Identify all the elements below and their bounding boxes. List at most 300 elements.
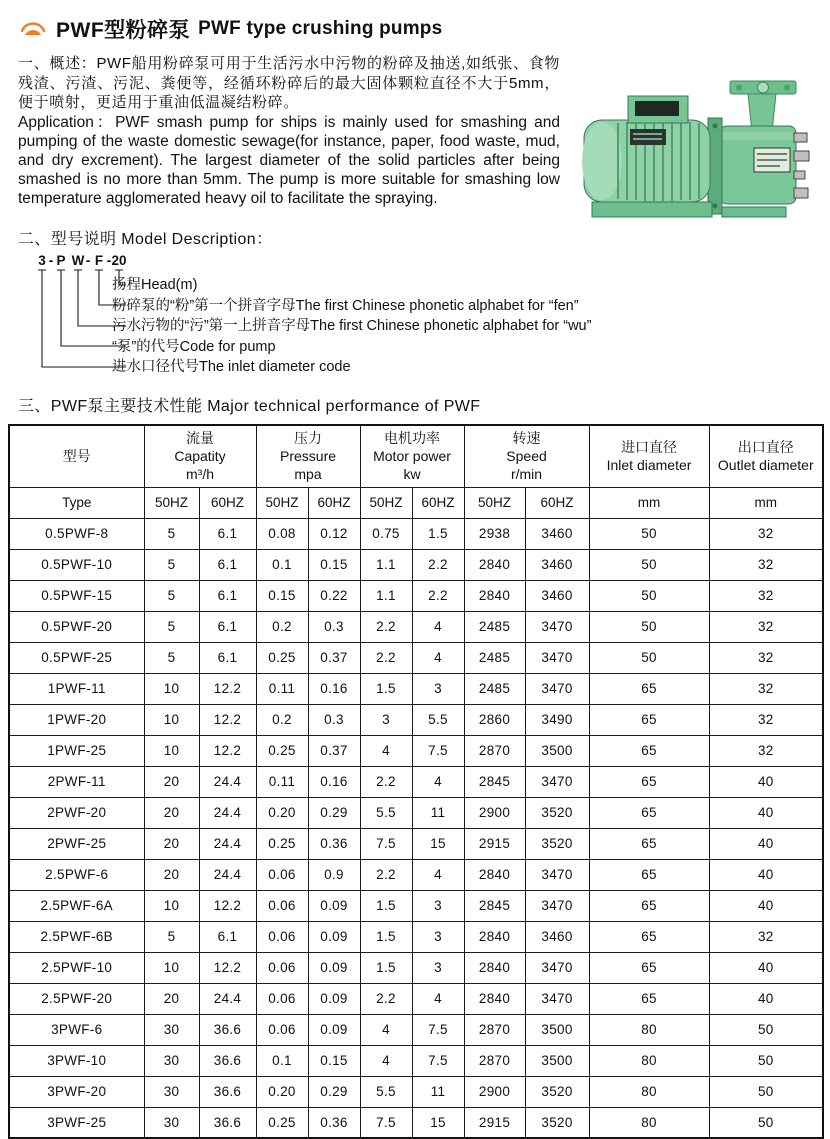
value-cell: 40 [709, 797, 823, 828]
table-row [9, 983, 823, 1014]
table-row [9, 828, 823, 859]
overview-paragraph-en: Application：PWF smash pump for ships is mainly used for smashing and pumping of the waste domestic sewage(for instance, paper, food waste, mud, and dry excrement). The largest diameter of the solid particles after being smashed is no more than 5mm. The pump is more suitable for smashing low temperature agglomerated heavy oil to facilitate the spraying. [18, 113, 560, 208]
table-row [9, 1045, 823, 1076]
value-cell: 3 [412, 921, 464, 952]
col-pressure [256, 425, 360, 487]
value-cell: 36.6 [199, 1107, 256, 1138]
capacity-label-zh: 流量 [186, 429, 214, 446]
value-cell: 65 [589, 735, 709, 766]
value-cell: 40 [709, 859, 823, 890]
value-cell: 0.22 [308, 580, 360, 611]
value-cell: 32 [709, 518, 823, 549]
value-cell: 36.6 [199, 1045, 256, 1076]
value-cell: 0.25 [256, 1107, 308, 1138]
value-cell: 65 [589, 673, 709, 704]
value-cell: 32 [709, 673, 823, 704]
value-cell: 0.2 [256, 611, 308, 642]
hz60-header: 60HZ [199, 487, 256, 518]
pressure-label-en: Pressure [280, 448, 337, 465]
pressure-unit: mpa [294, 466, 322, 483]
value-cell: 1.5 [360, 890, 412, 921]
value-cell: 7.5 [412, 1014, 464, 1045]
value-cell: 3500 [525, 1045, 589, 1076]
table-row [9, 797, 823, 828]
value-cell: 5 [144, 580, 199, 611]
value-cell: 80 [589, 1014, 709, 1045]
model-cell: 0.5PWF-25 [9, 642, 144, 673]
value-cell: 3470 [525, 859, 589, 890]
value-cell: 2.2 [412, 549, 464, 580]
value-cell: 40 [709, 766, 823, 797]
value-cell: 2840 [464, 580, 525, 611]
model-description-heading: 二、型号说明 Model Description： [18, 231, 273, 248]
power-unit: kw [403, 466, 421, 483]
value-cell: 3520 [525, 1076, 589, 1107]
value-cell: 32 [709, 921, 823, 952]
value-cell: 6.1 [199, 518, 256, 549]
value-cell: 30 [144, 1076, 199, 1107]
table-row [9, 890, 823, 921]
value-cell: 0.06 [256, 983, 308, 1014]
value-cell: 32 [709, 735, 823, 766]
value-cell: 3500 [525, 1014, 589, 1045]
col-outlet-diameter [709, 425, 823, 487]
value-cell: 40 [709, 890, 823, 921]
model-cell: 3PWF-10 [9, 1045, 144, 1076]
hz50-header: 50HZ [256, 487, 308, 518]
model-code-token: - [48, 253, 54, 268]
value-cell: 80 [589, 1045, 709, 1076]
value-cell: 0.09 [308, 921, 360, 952]
value-cell: 40 [709, 983, 823, 1014]
value-cell: 30 [144, 1045, 199, 1076]
value-cell: 7.5 [360, 828, 412, 859]
value-cell: 0.3 [308, 611, 360, 642]
value-cell: 0.37 [308, 735, 360, 766]
value-cell: 12.2 [199, 890, 256, 921]
value-cell: 3460 [525, 518, 589, 549]
value-cell: 0.20 [256, 1076, 308, 1107]
hz60-header: 60HZ [525, 487, 589, 518]
value-cell: 12.2 [199, 735, 256, 766]
value-cell: 5.5 [360, 1076, 412, 1107]
value-cell: 5 [144, 549, 199, 580]
value-cell: 65 [589, 828, 709, 859]
table-row [9, 580, 823, 611]
value-cell: 2.2 [360, 642, 412, 673]
capacity-label-en: Capatity [174, 448, 226, 465]
value-cell: 0.06 [256, 890, 308, 921]
overview-paragraph-zh: 一、概述：PWF船用粉碎泵可用于生活污水中污物的粉碎及抽送,如纸张、食物残渣、污渣、污泥、粪便等，经循环粉碎后的最大固体颗粒直径不大于5mm，便于喷射，更适用于重油低温凝结粉碎。 [18, 55, 560, 111]
value-cell: 4 [360, 735, 412, 766]
value-cell: 20 [144, 983, 199, 1014]
value-cell: 6.1 [199, 642, 256, 673]
table-row [9, 642, 823, 673]
value-cell: 0.12 [308, 518, 360, 549]
value-cell: 3520 [525, 828, 589, 859]
value-cell: 3520 [525, 797, 589, 828]
value-cell: 0.1 [256, 1045, 308, 1076]
value-cell: 20 [144, 766, 199, 797]
table-row [9, 921, 823, 952]
value-cell: 2.2 [360, 859, 412, 890]
value-cell: 1.5 [360, 673, 412, 704]
value-cell: 50 [589, 580, 709, 611]
value-cell: 24.4 [199, 797, 256, 828]
col-capacity [144, 425, 256, 487]
value-cell: 2870 [464, 735, 525, 766]
page-title-zh: PWF型粉碎泵 [56, 19, 191, 42]
value-cell: 0.15 [308, 1045, 360, 1076]
value-cell: 4 [360, 1014, 412, 1045]
value-cell: 0.09 [308, 1014, 360, 1045]
value-cell: 5 [144, 611, 199, 642]
value-cell: 10 [144, 704, 199, 735]
model-code-token: 3 [38, 253, 46, 268]
value-cell: 50 [589, 642, 709, 673]
value-cell: 3520 [525, 1107, 589, 1138]
value-cell: 20 [144, 828, 199, 859]
value-cell: 0.29 [308, 797, 360, 828]
inlet-label-en: Inlet diameter [606, 457, 692, 474]
model-cell: 2PWF-20 [9, 797, 144, 828]
model-code-label: “泵”的代号Code for pump [112, 338, 276, 355]
value-cell: 6.1 [199, 921, 256, 952]
value-cell: 3 [412, 673, 464, 704]
value-cell: 0.1 [256, 549, 308, 580]
value-cell: 2840 [464, 921, 525, 952]
value-cell: 1.5 [360, 921, 412, 952]
value-cell: 40 [709, 828, 823, 859]
value-cell: 0.06 [256, 921, 308, 952]
value-cell: 10 [144, 952, 199, 983]
table-row [9, 859, 823, 890]
value-cell: 0.36 [308, 1107, 360, 1138]
page-title-en: PWF type crushing pumps [198, 18, 443, 39]
value-cell: 2.2 [360, 611, 412, 642]
value-cell: 2.2 [360, 766, 412, 797]
value-cell: 6.1 [199, 611, 256, 642]
value-cell: 50 [709, 1014, 823, 1045]
table-row [9, 1076, 823, 1107]
value-cell: 32 [709, 549, 823, 580]
value-cell: 6.1 [199, 549, 256, 580]
model-cell: 3PWF-25 [9, 1107, 144, 1138]
model-code-token: F [94, 253, 104, 268]
col-inlet-diameter [589, 425, 709, 487]
model-cell: 2.5PWF-10 [9, 952, 144, 983]
value-cell: 80 [589, 1107, 709, 1138]
model-cell: 0.5PWF-15 [9, 580, 144, 611]
value-cell: 0.20 [256, 797, 308, 828]
value-cell: 2840 [464, 549, 525, 580]
value-cell: 0.08 [256, 518, 308, 549]
model-cell: 0.5PWF-10 [9, 549, 144, 580]
value-cell: 3470 [525, 983, 589, 1014]
value-cell: 7.5 [412, 735, 464, 766]
value-cell: 65 [589, 766, 709, 797]
value-cell: 50 [589, 549, 709, 580]
value-cell: 7.5 [412, 1045, 464, 1076]
value-cell: 2845 [464, 890, 525, 921]
value-cell: 0.2 [256, 704, 308, 735]
value-cell: 0.11 [256, 766, 308, 797]
value-cell: 36.6 [199, 1076, 256, 1107]
value-cell: 5 [144, 921, 199, 952]
table-row [9, 1107, 823, 1138]
value-cell: 0.9 [308, 859, 360, 890]
value-cell: 0.11 [256, 673, 308, 704]
value-cell: 2.2 [412, 580, 464, 611]
table-row [9, 766, 823, 797]
value-cell: 11 [412, 797, 464, 828]
table-row [9, 1014, 823, 1045]
table-row [9, 952, 823, 983]
value-cell: 11 [412, 1076, 464, 1107]
model-code-label: 进水口径代号The inlet diameter code [112, 359, 351, 376]
value-cell: 3470 [525, 890, 589, 921]
value-cell: 3 [360, 704, 412, 735]
page-header [8, 14, 822, 44]
value-cell: 3460 [525, 580, 589, 611]
hz50-header: 50HZ [464, 487, 525, 518]
value-cell: 65 [589, 921, 709, 952]
value-cell: 50 [589, 518, 709, 549]
value-cell: 3470 [525, 952, 589, 983]
model-cell: 1PWF-20 [9, 704, 144, 735]
value-cell: 0.25 [256, 642, 308, 673]
speed-label-en: Speed [506, 448, 547, 465]
value-cell: 12.2 [199, 704, 256, 735]
inlet-label-zh: 进口直径 [621, 439, 678, 456]
model-cell: 2.5PWF-6A [9, 890, 144, 921]
value-cell: 0.25 [256, 735, 308, 766]
value-cell: 80 [589, 1076, 709, 1107]
value-cell: 50 [709, 1107, 823, 1138]
pressure-label-zh: 压力 [294, 429, 323, 446]
table-row [9, 611, 823, 642]
value-cell: 5.5 [360, 797, 412, 828]
value-cell: 2870 [464, 1045, 525, 1076]
model-code-label: 粉碎泵的“粉”第一个拼音字母The first Chinese phonetic alphabet for “fen” [112, 297, 579, 314]
value-cell: 20 [144, 797, 199, 828]
table-row [9, 673, 823, 704]
table-header-units [9, 487, 823, 518]
value-cell: 2870 [464, 1014, 525, 1045]
value-cell: 2915 [464, 828, 525, 859]
hz50-header: 50HZ [360, 487, 412, 518]
value-cell: 2845 [464, 766, 525, 797]
value-cell: 0.09 [308, 890, 360, 921]
model-cell: 2.5PWF-6 [9, 859, 144, 890]
table-row [9, 549, 823, 580]
type-header: Type [9, 487, 144, 518]
hz60-header: 60HZ [308, 487, 360, 518]
value-cell: 2915 [464, 1107, 525, 1138]
value-cell: 0.06 [256, 1014, 308, 1045]
value-cell: 12.2 [199, 673, 256, 704]
value-cell: 50 [709, 1045, 823, 1076]
value-cell: 0.09 [308, 952, 360, 983]
pump-illustration [572, 76, 812, 226]
speed-unit: r/min [510, 466, 543, 483]
value-cell: 3 [412, 952, 464, 983]
value-cell: 1.5 [412, 518, 464, 549]
model-code-token: - [106, 253, 112, 268]
value-cell: 3460 [525, 549, 589, 580]
table-row [9, 735, 823, 766]
table-row [9, 704, 823, 735]
value-cell: 5 [144, 518, 199, 549]
value-cell: 2840 [464, 983, 525, 1014]
value-cell: 10 [144, 735, 199, 766]
power-label-zh: 电机功率 [384, 429, 441, 446]
value-cell: 2485 [464, 673, 525, 704]
value-cell: 5.5 [412, 704, 464, 735]
value-cell: 3460 [525, 921, 589, 952]
value-cell: 2860 [464, 704, 525, 735]
value-cell: 4 [412, 859, 464, 890]
model-code-diagram [26, 253, 822, 383]
value-cell: 0.3 [308, 704, 360, 735]
value-cell: 65 [589, 859, 709, 890]
model-code-label: 扬程Head(m) [112, 277, 198, 293]
col-speed [464, 425, 589, 487]
value-cell: 15 [412, 1107, 464, 1138]
model-cell: 3PWF-20 [9, 1076, 144, 1107]
value-cell: 24.4 [199, 859, 256, 890]
value-cell: 24.4 [199, 828, 256, 859]
performance-table [8, 424, 824, 1139]
model-cell: 2.5PWF-20 [9, 983, 144, 1014]
value-cell: 2840 [464, 859, 525, 890]
value-cell: 0.25 [256, 828, 308, 859]
value-cell: 30 [144, 1107, 199, 1138]
value-cell: 30 [144, 1014, 199, 1045]
outlet-label-zh: 出口直径 [737, 439, 794, 456]
hz60-header: 60HZ [412, 487, 464, 518]
value-cell: 0.15 [308, 549, 360, 580]
value-cell: 4 [412, 611, 464, 642]
model-code-token: P [56, 253, 66, 268]
value-cell: 20 [144, 859, 199, 890]
value-cell: 0.29 [308, 1076, 360, 1107]
value-cell: 0.06 [256, 952, 308, 983]
model-cell: 2PWF-25 [9, 828, 144, 859]
value-cell: 2900 [464, 1076, 525, 1107]
mm-header: mm [589, 487, 709, 518]
value-cell: 2900 [464, 797, 525, 828]
value-cell: 4 [360, 1045, 412, 1076]
value-cell: 2938 [464, 518, 525, 549]
value-cell: 4 [412, 642, 464, 673]
model-code-token: 20 [111, 253, 127, 268]
table-header-groups [9, 425, 823, 487]
pump-photo [570, 54, 812, 226]
value-cell: 24.4 [199, 766, 256, 797]
value-cell: 65 [589, 797, 709, 828]
value-cell: 7.5 [360, 1107, 412, 1138]
value-cell: 0.37 [308, 642, 360, 673]
value-cell: 0.15 [256, 580, 308, 611]
value-cell: 2485 [464, 642, 525, 673]
value-cell: 32 [709, 642, 823, 673]
capacity-unit: m³/h [186, 466, 214, 483]
value-cell: 0.16 [308, 766, 360, 797]
value-cell: 1.1 [360, 580, 412, 611]
value-cell: 3490 [525, 704, 589, 735]
value-cell: 40 [709, 952, 823, 983]
value-cell: 0.75 [360, 518, 412, 549]
value-cell: 0.06 [256, 859, 308, 890]
value-cell: 0.16 [308, 673, 360, 704]
pump-table-body [9, 518, 823, 1138]
value-cell: 3470 [525, 766, 589, 797]
value-cell: 4 [412, 766, 464, 797]
col-model: 型号 [9, 425, 144, 487]
performance-heading: 三、PWF泵主要技术性能 Major technical performance of PWF [18, 398, 481, 415]
value-cell: 12.2 [199, 952, 256, 983]
value-cell: 36.6 [199, 1014, 256, 1045]
value-cell: 65 [589, 704, 709, 735]
model-cell: 2PWF-11 [9, 766, 144, 797]
model-code-token: W [71, 253, 85, 268]
table-row [9, 518, 823, 549]
model-cell: 2.5PWF-6B [9, 921, 144, 952]
model-cell: 0.5PWF-8 [9, 518, 144, 549]
model-cell: 3PWF-6 [9, 1014, 144, 1045]
value-cell: 3470 [525, 673, 589, 704]
value-cell: 65 [589, 952, 709, 983]
value-cell: 15 [412, 828, 464, 859]
value-cell: 50 [709, 1076, 823, 1107]
value-cell: 4 [412, 983, 464, 1014]
model-cell: 0.5PWF-20 [9, 611, 144, 642]
value-cell: 2485 [464, 611, 525, 642]
value-cell: 3470 [525, 642, 589, 673]
value-cell: 0.09 [308, 983, 360, 1014]
hz50-header: 50HZ [144, 487, 199, 518]
value-cell: 2.2 [360, 983, 412, 1014]
value-cell: 32 [709, 580, 823, 611]
col-motor-power [360, 425, 464, 487]
value-cell: 3500 [525, 735, 589, 766]
mm-header: mm [709, 487, 823, 518]
value-cell: 65 [589, 983, 709, 1014]
model-code-labels [112, 275, 591, 378]
value-cell: 10 [144, 890, 199, 921]
model-code-label: 污水污物的“污”第一上拼音字母The first Chinese phonetic alphabet for “wu” [112, 318, 592, 335]
brand-logo-icon [18, 18, 48, 40]
value-cell: 50 [589, 611, 709, 642]
value-cell: 1.1 [360, 549, 412, 580]
overview-section [18, 54, 812, 209]
power-label-en: Motor power [373, 448, 451, 465]
value-cell: 32 [709, 611, 823, 642]
value-cell: 6.1 [199, 580, 256, 611]
model-cell: 1PWF-11 [9, 673, 144, 704]
value-cell: 24.4 [199, 983, 256, 1014]
value-cell: 5 [144, 642, 199, 673]
model-cell: 1PWF-25 [9, 735, 144, 766]
value-cell: 65 [589, 890, 709, 921]
value-cell: 2840 [464, 952, 525, 983]
outlet-label-en: Outlet diameter [717, 457, 814, 474]
speed-label-zh: 转速 [512, 429, 541, 446]
value-cell: 10 [144, 673, 199, 704]
value-cell: 3 [412, 890, 464, 921]
value-cell: 32 [709, 704, 823, 735]
